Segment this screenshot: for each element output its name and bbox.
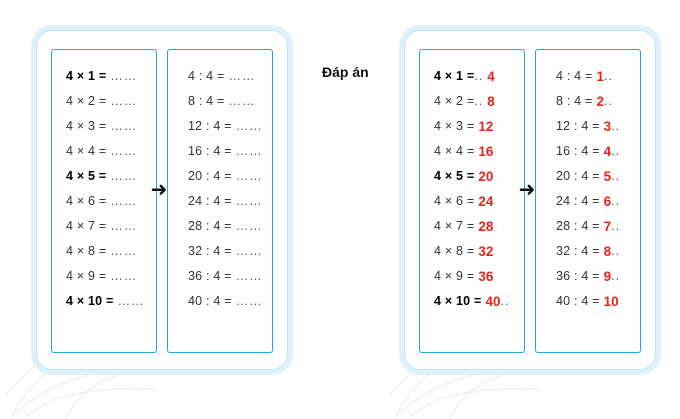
expression-text: 4 × 7 =	[66, 219, 107, 234]
list-item	[542, 264, 634, 289]
answer-value: 2	[596, 93, 605, 109]
expression-text: 4 × 3 =	[66, 119, 107, 134]
list-item	[426, 89, 518, 114]
list-item	[58, 214, 150, 239]
list-item	[58, 114, 150, 139]
list-item	[58, 89, 150, 114]
list-item	[174, 214, 266, 239]
blank-field[interactable]: ……	[110, 94, 138, 109]
exercise-columns-blank	[51, 49, 273, 353]
blank-dots: ..	[474, 69, 484, 84]
blank-dots: ..	[611, 194, 621, 209]
answer-value: 40	[485, 293, 501, 309]
list-item	[426, 64, 518, 89]
blank-field[interactable]: ……	[235, 244, 263, 259]
expression-text: 4 × 9 =	[66, 269, 107, 284]
answer-value: 8	[487, 93, 495, 109]
blank-dots: ..	[611, 169, 621, 184]
list-item	[542, 239, 634, 264]
blank-field[interactable]: ……	[228, 69, 256, 84]
answer-heading: Đáp án	[322, 64, 369, 80]
list-item	[426, 139, 518, 164]
expression-text: 4 × 3 =	[434, 119, 475, 134]
list-item	[542, 214, 634, 239]
expression-text: 4 × 10 =	[434, 294, 482, 309]
expression-text: 36 : 4 =	[188, 269, 232, 284]
list-item	[542, 139, 634, 164]
answer-value: 12	[478, 118, 494, 134]
blank-dots: ..	[611, 269, 621, 284]
multiplication-column-blank	[51, 49, 157, 353]
blank-field[interactable]: ……	[235, 144, 263, 159]
list-item	[542, 289, 634, 314]
answer-value: 28	[478, 218, 494, 234]
list-item	[426, 189, 518, 214]
expression-text: 32 : 4 =	[556, 244, 600, 259]
answer-value: 1	[596, 68, 605, 84]
expression-text: 28 : 4 =	[188, 219, 232, 234]
list-item	[426, 289, 518, 314]
blank-dots: ..	[604, 69, 613, 84]
answer-value: 32	[478, 243, 494, 259]
expression-text: 28 : 4 =	[556, 219, 600, 234]
expression-text: 4 × 10 =	[66, 294, 114, 309]
blank-field[interactable]: ……	[228, 94, 256, 109]
expression-text: 4 × 5 =	[66, 169, 107, 184]
blank-field[interactable]: ……	[110, 69, 138, 84]
blank-field[interactable]: ……	[110, 169, 138, 184]
blank-field[interactable]: ……	[110, 269, 138, 284]
list-item	[174, 64, 266, 89]
arrow-right-icon: ➜	[150, 179, 168, 201]
list-item	[174, 114, 266, 139]
expression-text: 8 : 4 =	[188, 94, 225, 109]
exercise-columns-answers	[419, 49, 641, 353]
answer-value: 20	[478, 168, 494, 184]
blank-field[interactable]: ……	[110, 144, 138, 159]
expression-text: 4 × 8 =	[66, 244, 107, 259]
blank-dots: ..	[474, 94, 484, 109]
list-item	[174, 89, 266, 114]
answer-value: 6	[603, 193, 612, 209]
list-item	[542, 114, 634, 139]
expression-text: 4 × 4 =	[434, 144, 475, 159]
blank-field[interactable]: ……	[110, 244, 138, 259]
answer-value: 9	[603, 268, 612, 284]
arrow-right-icon: ➜	[518, 179, 536, 201]
multiplication-column-answers	[419, 49, 525, 353]
list-item	[58, 64, 150, 89]
expression-text: 24 : 4 =	[556, 194, 600, 209]
expression-text: 36 : 4 =	[556, 269, 600, 284]
blank-field[interactable]: ……	[235, 194, 263, 209]
expression-text: 12 : 4 =	[188, 119, 232, 134]
expression-text: 40 : 4 =	[556, 294, 600, 309]
answer-value: 4	[603, 143, 612, 159]
list-item	[58, 264, 150, 289]
blank-dots: ..	[500, 294, 510, 309]
list-item	[58, 239, 150, 264]
answer-value: 10	[603, 293, 619, 309]
blank-dots: ..	[604, 94, 613, 109]
expression-text: 4 × 6 =	[434, 194, 475, 209]
blank-field[interactable]: ……	[235, 169, 263, 184]
expression-text: 4 × 2 =	[434, 94, 475, 109]
list-item	[426, 239, 518, 264]
division-column-blank	[167, 49, 273, 353]
expression-text: 4 × 1 =	[434, 69, 475, 84]
list-item	[174, 289, 266, 314]
list-item	[58, 139, 150, 164]
list-item	[174, 189, 266, 214]
expression-text: 16 : 4 =	[188, 144, 232, 159]
blank-dots: ..	[611, 244, 621, 259]
blank-dots: ..	[611, 219, 621, 234]
list-item	[426, 164, 518, 189]
expression-text: 16 : 4 =	[556, 144, 600, 159]
expression-text: 12 : 4 =	[556, 119, 600, 134]
list-item	[58, 189, 150, 214]
expression-text: 20 : 4 =	[188, 169, 232, 184]
blank-field[interactable]: ……	[110, 194, 138, 209]
blank-field[interactable]: ……	[235, 294, 263, 309]
blank-dots: ..	[611, 119, 621, 134]
expression-text: 4 × 9 =	[434, 269, 475, 284]
list-item	[542, 189, 634, 214]
division-column-answers	[535, 49, 641, 353]
answer-value: 7	[603, 218, 612, 234]
expression-text: 4 × 8 =	[434, 244, 475, 259]
expression-text: 4 × 4 =	[66, 144, 107, 159]
list-item	[174, 239, 266, 264]
list-item	[542, 64, 634, 89]
expression-text: 4 × 5 =	[434, 169, 475, 184]
blank-field[interactable]: ……	[235, 269, 263, 284]
list-item	[426, 264, 518, 289]
expression-text: 4 : 4 =	[188, 69, 225, 84]
answer-value: 4	[487, 68, 495, 84]
answer-value: 8	[603, 243, 612, 259]
blank-field[interactable]: ……	[235, 119, 263, 134]
list-item	[542, 164, 634, 189]
list-item	[174, 164, 266, 189]
expression-text: 4 × 7 =	[434, 219, 475, 234]
blank-field[interactable]: ……	[110, 119, 138, 134]
expression-text: 4 × 2 =	[66, 94, 107, 109]
expression-text: 4 : 4 =	[556, 69, 593, 84]
answer-value: 36	[478, 268, 494, 284]
list-item	[426, 114, 518, 139]
expression-text: 4 × 6 =	[66, 194, 107, 209]
answer-value: 16	[478, 143, 494, 159]
expression-text: 20 : 4 =	[556, 169, 600, 184]
blank-field[interactable]: ……	[110, 219, 138, 234]
expression-text: 40 : 4 =	[188, 294, 232, 309]
list-item	[174, 264, 266, 289]
expression-text: 4 × 1 =	[66, 69, 107, 84]
expression-text: 24 : 4 =	[188, 194, 232, 209]
list-item	[426, 214, 518, 239]
answer-value: 5	[603, 168, 612, 184]
expression-text: 8 : 4 =	[556, 94, 593, 109]
blank-dots: ..	[611, 144, 621, 159]
blank-field[interactable]: ……	[117, 294, 145, 309]
blank-field[interactable]: ……	[235, 219, 263, 234]
expression-text: 32 : 4 =	[188, 244, 232, 259]
answer-value: 3	[603, 118, 612, 134]
list-item	[174, 139, 266, 164]
list-item	[542, 89, 634, 114]
list-item	[58, 164, 150, 189]
list-item	[58, 289, 150, 314]
answer-value: 24	[478, 193, 494, 209]
